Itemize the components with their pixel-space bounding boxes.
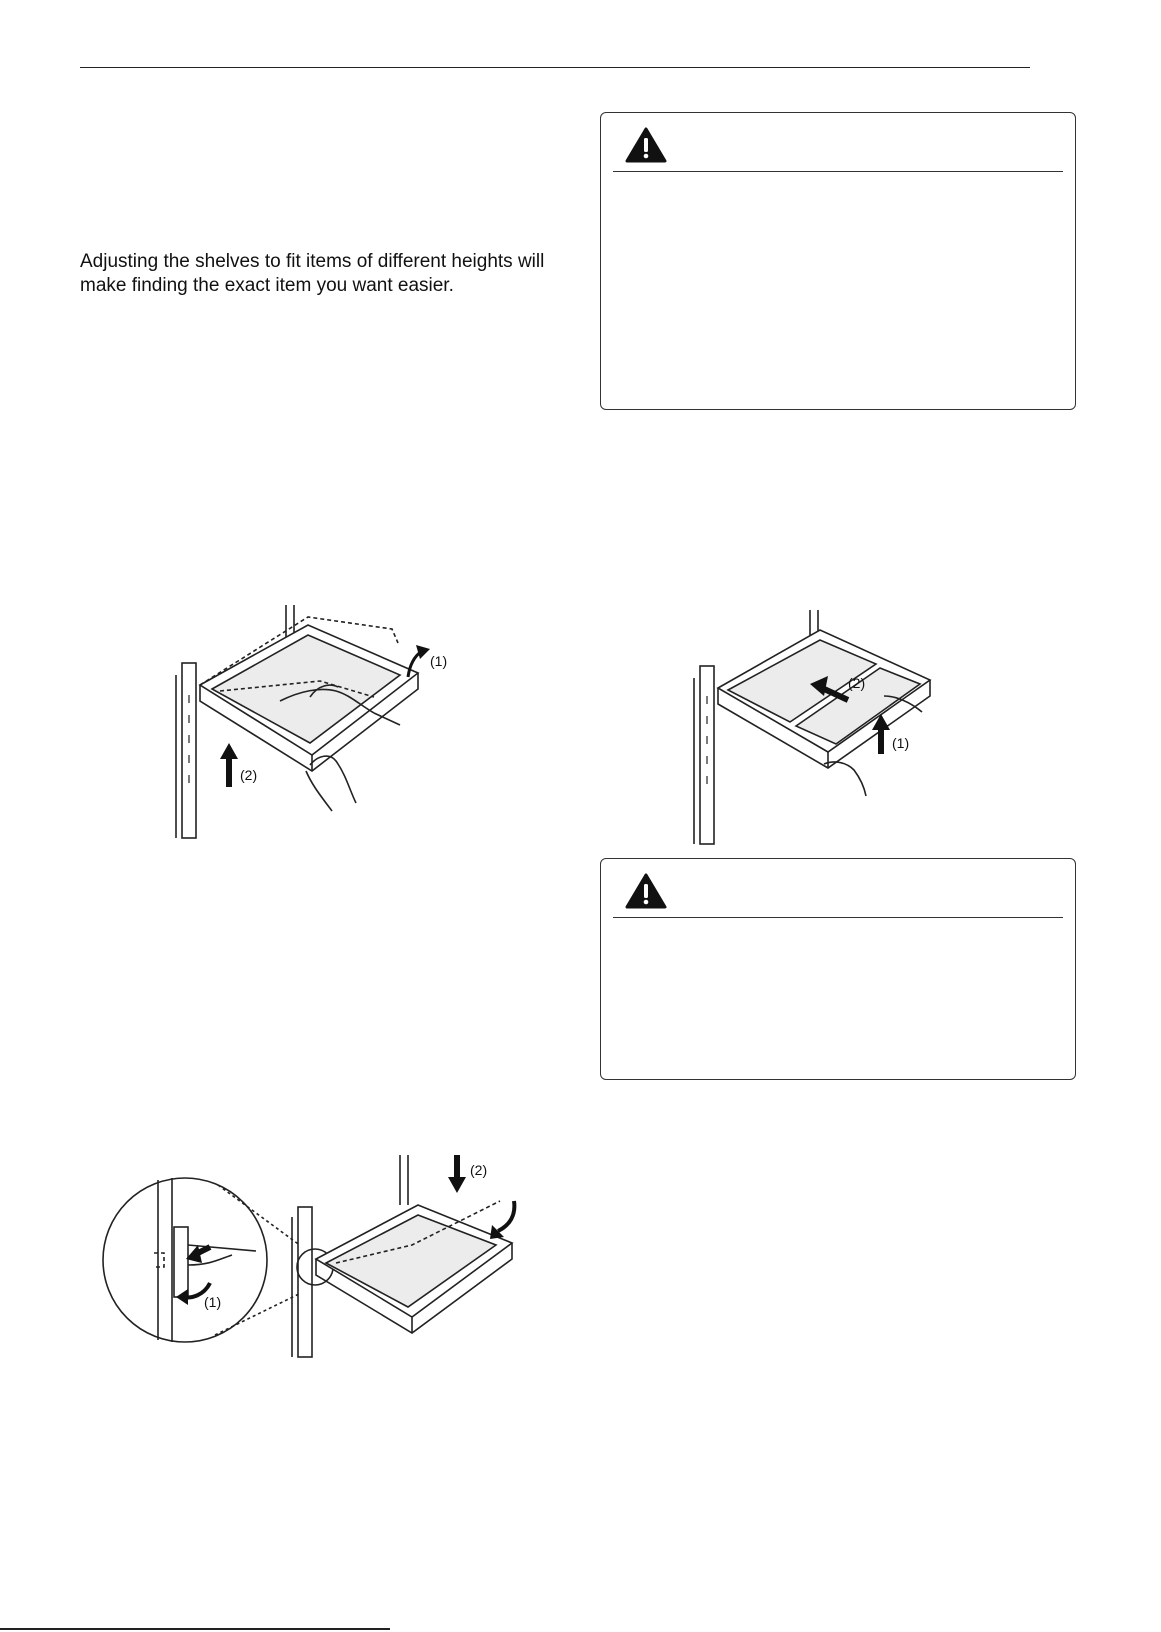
figure-remove-shelf [160,605,480,840]
figure-fold-shelf [700,610,980,845]
figure3-label-1: (1) [204,1294,222,1310]
warning-header [613,113,1063,172]
header-rule [80,67,1030,68]
figure1-label-2: (2) [240,767,258,783]
figure-install-shelf [100,1155,540,1360]
warning-triangle-icon [625,873,667,909]
figure1-label-1: (1) [430,653,448,669]
figure2-label-1: (1) [892,735,910,751]
warning-triangle-icon [625,127,667,163]
warning-box-1 [600,112,1076,410]
warning-box-2 [600,858,1076,1080]
intro-paragraph: Adjusting the shelves to fit items of different heights will make finding the exact item you want easier. [80,251,545,296]
footer-rule [0,1628,390,1630]
figure3-label-2: (2) [470,1162,488,1178]
warning-header [613,859,1063,918]
figure2-label-2: (2) [848,675,866,691]
